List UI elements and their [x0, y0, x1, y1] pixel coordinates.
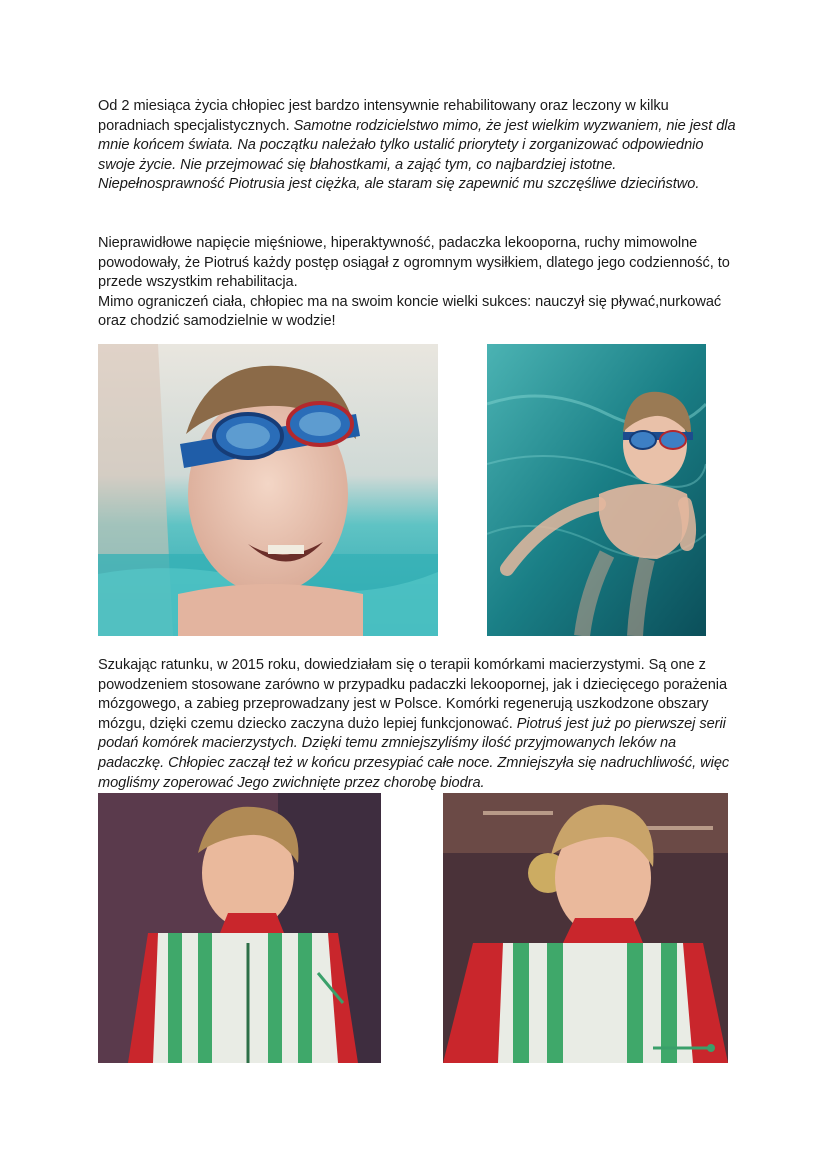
- condition-text: Nieprawidłowe napięcie mięśniowe, hiperaktywność, padaczka lekooporna, ruchy mimowolne powodowały, że Piotruś każdy postęp osiągał z ogromnym wysiłkiem, dlatego jego codzienność, to przede wszystkim rehabilitacja.: [98, 235, 730, 291]
- therapy-text: Szukając ratunku, w 2015 roku, dowiedziałam się o terapii komórkami macierzystymi. Są one z powodzeniem stosowane zarówno w przypadku padaczki lekoopornej, jak i dziecięcego porażenia mózgowego, a zabieg przeprowadzany jest w Polsce. Komórki regenerują uszkodzone obszary mózgu, dzięki czemu dziecko zaczyna dużo lepiej funkcjonować.: [98, 657, 728, 732]
- therapy-paragraph: [98, 656, 738, 793]
- success-text: Mimo ograniczeń ciała, chłopiec ma na swoim koncie wielki sukces: nauczył się pływać,nurkować oraz chodzić samodzielnie w wodzie!: [98, 293, 722, 330]
- photo-boy-goggles-closeup: [98, 344, 438, 636]
- condition-paragraph: [98, 234, 738, 332]
- therapy-italic-text: Piotruś jest już po pierwszej serii podań komórek macierzystych. Dzięki temu zmniejszyliśmy ilość przyjmowanych leków na padaczkę. Chłopiec zaczął też w końcu przesypiać całe noce. Zmniejszyła się nadruchliwość, więc mogliśmy zoperować Jego zwichnięte przez chorobę biodra.: [98, 715, 730, 791]
- photo-boy-vest-left: [98, 793, 381, 1063]
- intro-text: Od 2 miesiąca życia chłopiec jest bardzo intensywnie rehabilitowany oraz leczony w kilku poradniach specjalistycznych.: [98, 98, 669, 134]
- photo-boy-vest-right: [443, 793, 728, 1063]
- intro-paragraph: [98, 97, 738, 195]
- photo-boy-swimming-pool: [487, 344, 706, 636]
- intro-italic-text: Samotne rodzicielstwo mimo, że jest wielkim wyzwaniem, nie jest dla mnie końcem świata. Na początku należało tylko ustalić priorytety i zorganizować odpowiednio swoje życie. Nie przejmować się błahostkami, a zająć tym, co najbardziej istotne. Niepełnosprawność Piotrusia jest ciężka, ale staram się zapewnić mu szczęśliwe dzieciństwo.: [98, 117, 736, 193]
